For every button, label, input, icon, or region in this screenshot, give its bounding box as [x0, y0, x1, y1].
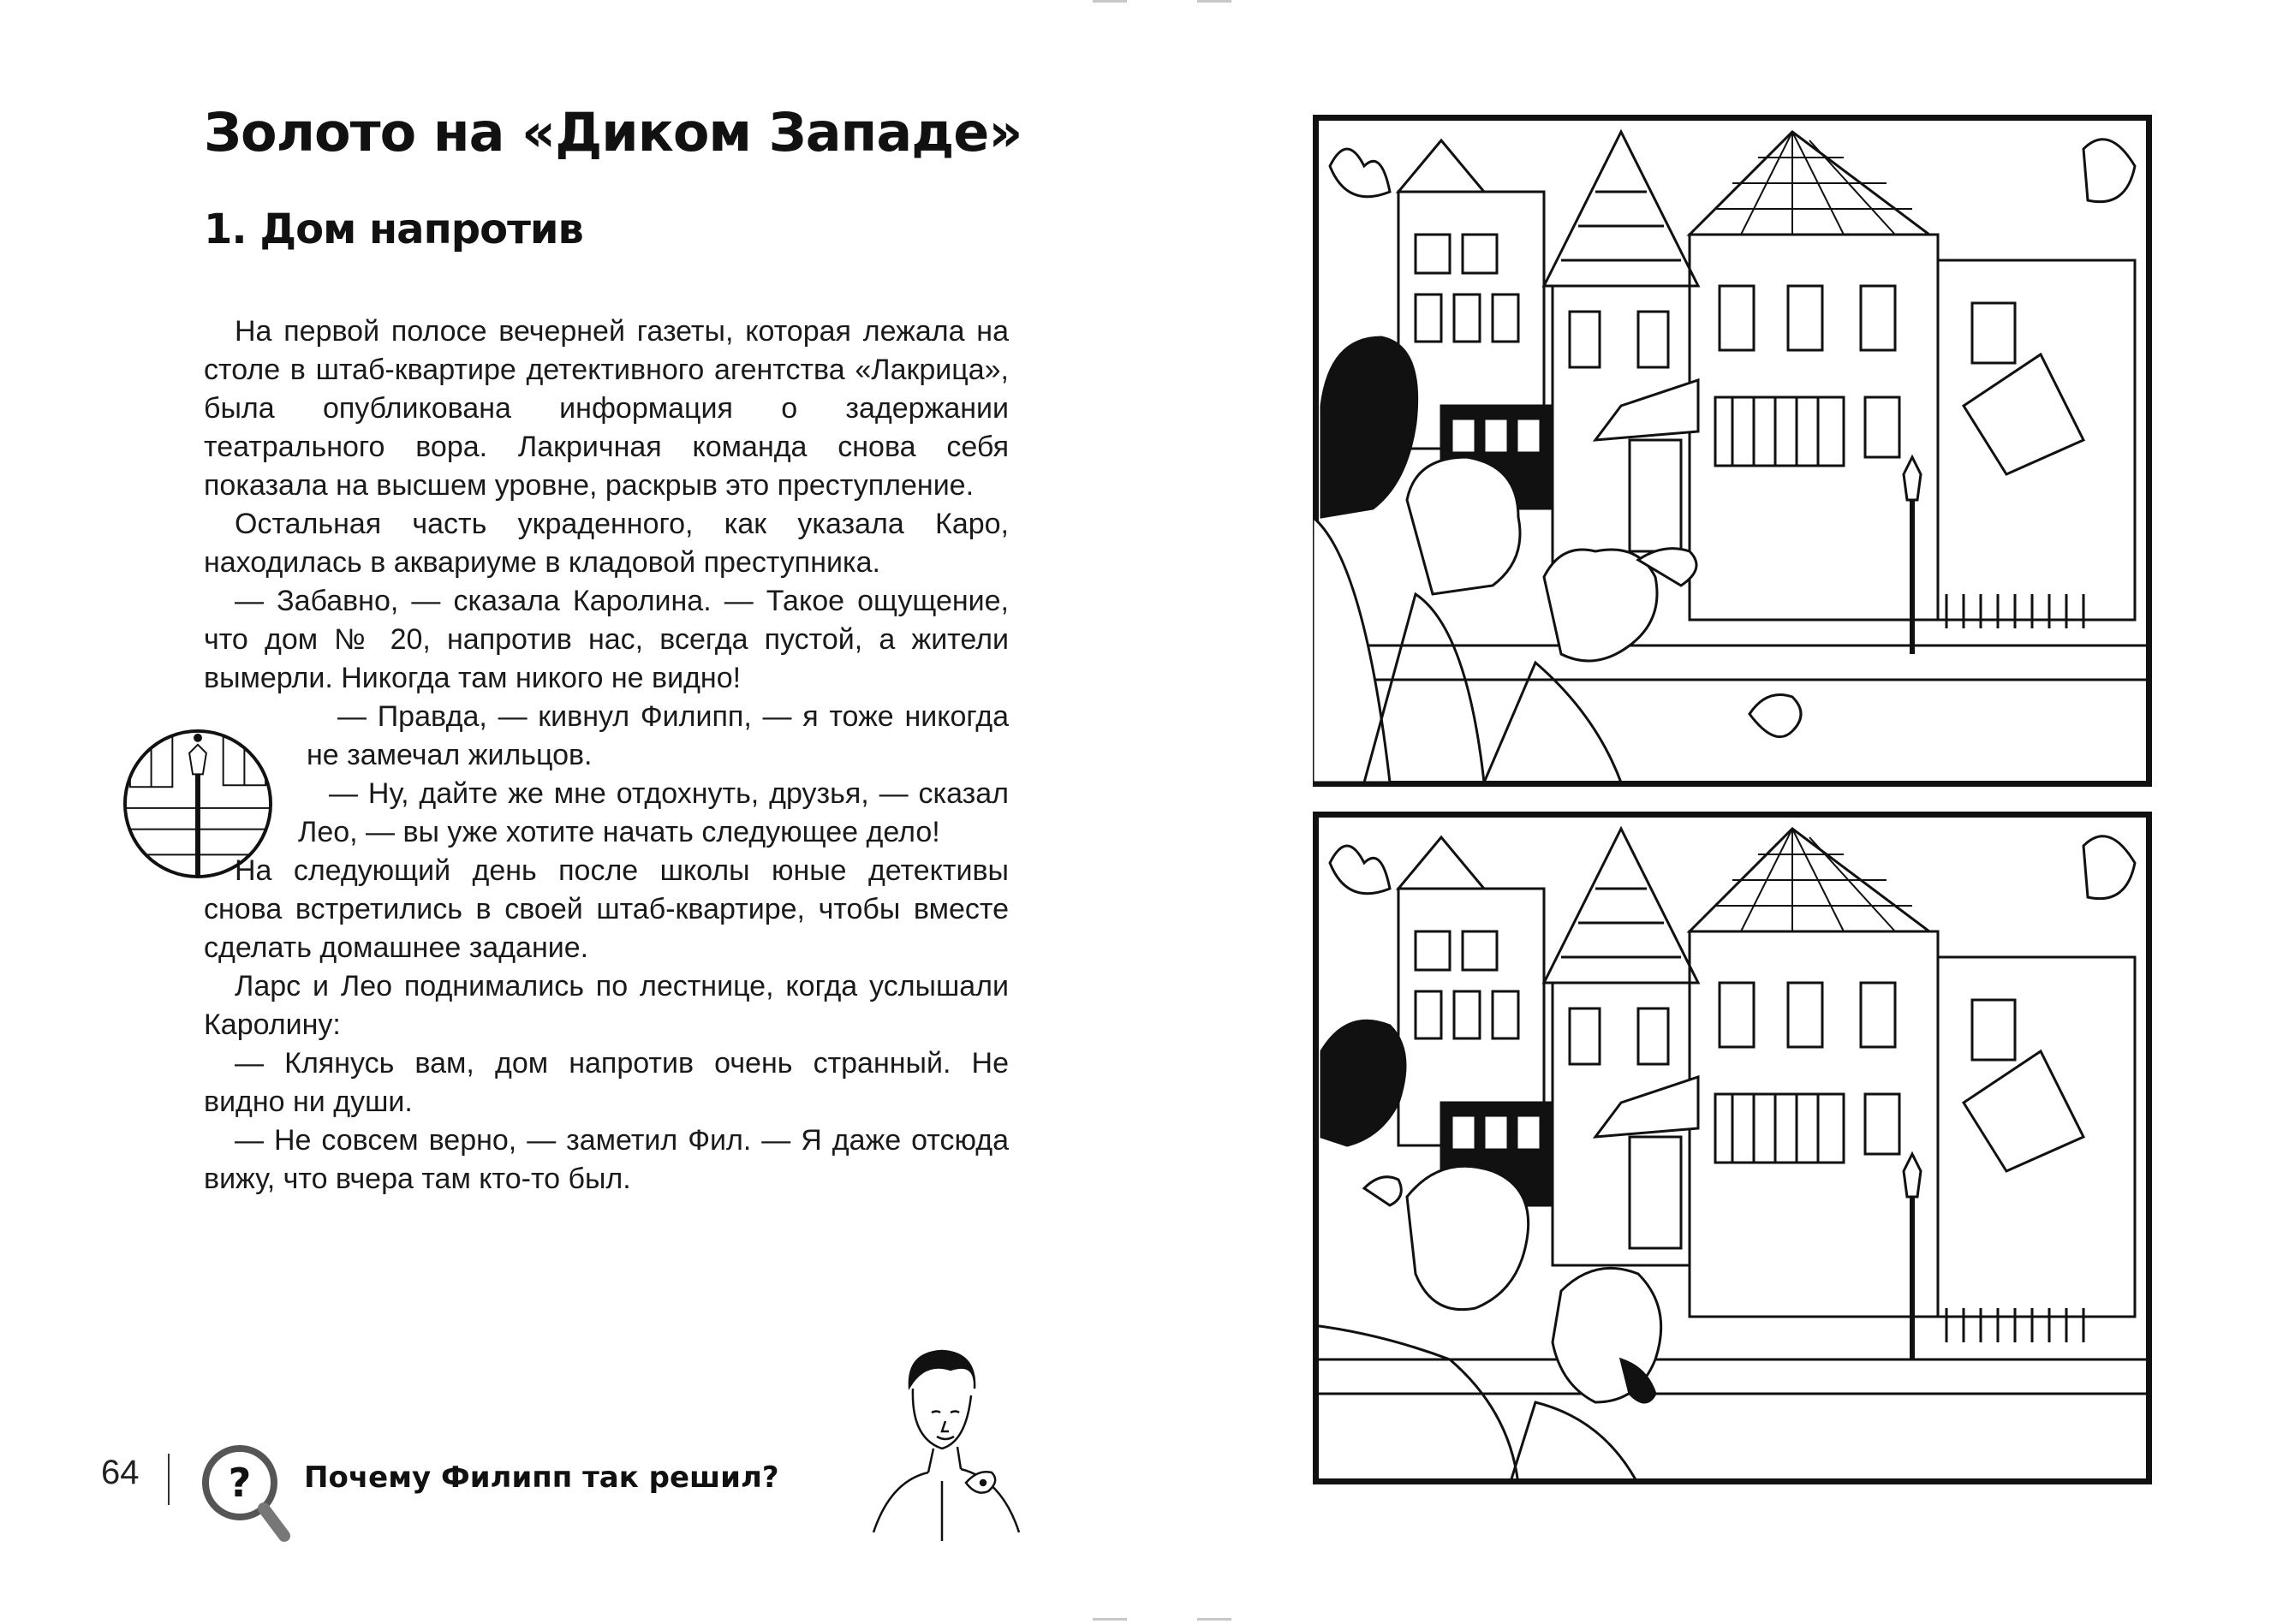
house-illustration-top: [1313, 115, 2152, 787]
story-paragraph: — Правда, — кивнул Филипп, — я тоже никогда не замечал жильцов.: [307, 700, 1009, 771]
chapter-title: Золото на «Диком Западе»: [204, 101, 1022, 164]
page-number-divider: [168, 1454, 170, 1505]
story-paragraph: На следующий день после школы юные детективы снова встретились в своей штаб-квартире, чтобы вместе сделать домашнее задание.: [204, 854, 1009, 964]
page-number: 64: [101, 1454, 140, 1491]
crop-mark: [1197, 0, 1231, 3]
story-paragraph: Ларс и Лео поднимались по лестнице, когда услышали Каролину:: [204, 970, 1009, 1041]
street-lamp-icon: [122, 728, 274, 880]
magnifier-question-icon: [195, 1438, 298, 1550]
crop-mark: [1197, 1618, 1231, 1621]
story-paragraph: — Клянусь вам, дом напротив очень странный. Не видно ни души.: [204, 1047, 1009, 1118]
story-paragraph: — Забавно, — сказала Каролина. — Такое ощущение, что дом № 20, напротив нас, всегда пустой, а жители вымерли. Никогда там никого не видно!: [204, 585, 1009, 694]
question-prompt: Почему Филипп так решил?: [304, 1460, 779, 1495]
svg-text:?: ?: [228, 1460, 252, 1506]
story-paragraph: — Ну, дайте же мне отдохнуть, друзья, — сказал Лео, — вы уже хотите начать следующее дело!: [298, 777, 1009, 848]
section-title: 1. Дом напротив: [204, 205, 583, 253]
story-paragraph: — Не совсем верно, — заметил Фил. — Я даже отсюда вижу, что вчера там кто-то был.: [204, 1124, 1009, 1195]
crop-mark: [1093, 0, 1127, 3]
story-paragraph: На первой полосе вечерней газеты, которая лежала на столе в штаб-квартире детективного агентства «Лакрица», была опубликована информация о задержании театрального вора. Лакричная команда снова себя показала на высшем уровне, раскрыв это преступление.: [204, 315, 1009, 502]
philipp-portrait-icon: [856, 1335, 1028, 1550]
story-text: [204, 312, 1009, 1199]
story-paragraph: Остальная часть украденного, как указала Каро, находилась в аквариуме в кладовой преступника.: [204, 508, 1009, 579]
house-illustration-bottom: [1313, 812, 2152, 1484]
crop-mark: [1093, 1618, 1127, 1621]
